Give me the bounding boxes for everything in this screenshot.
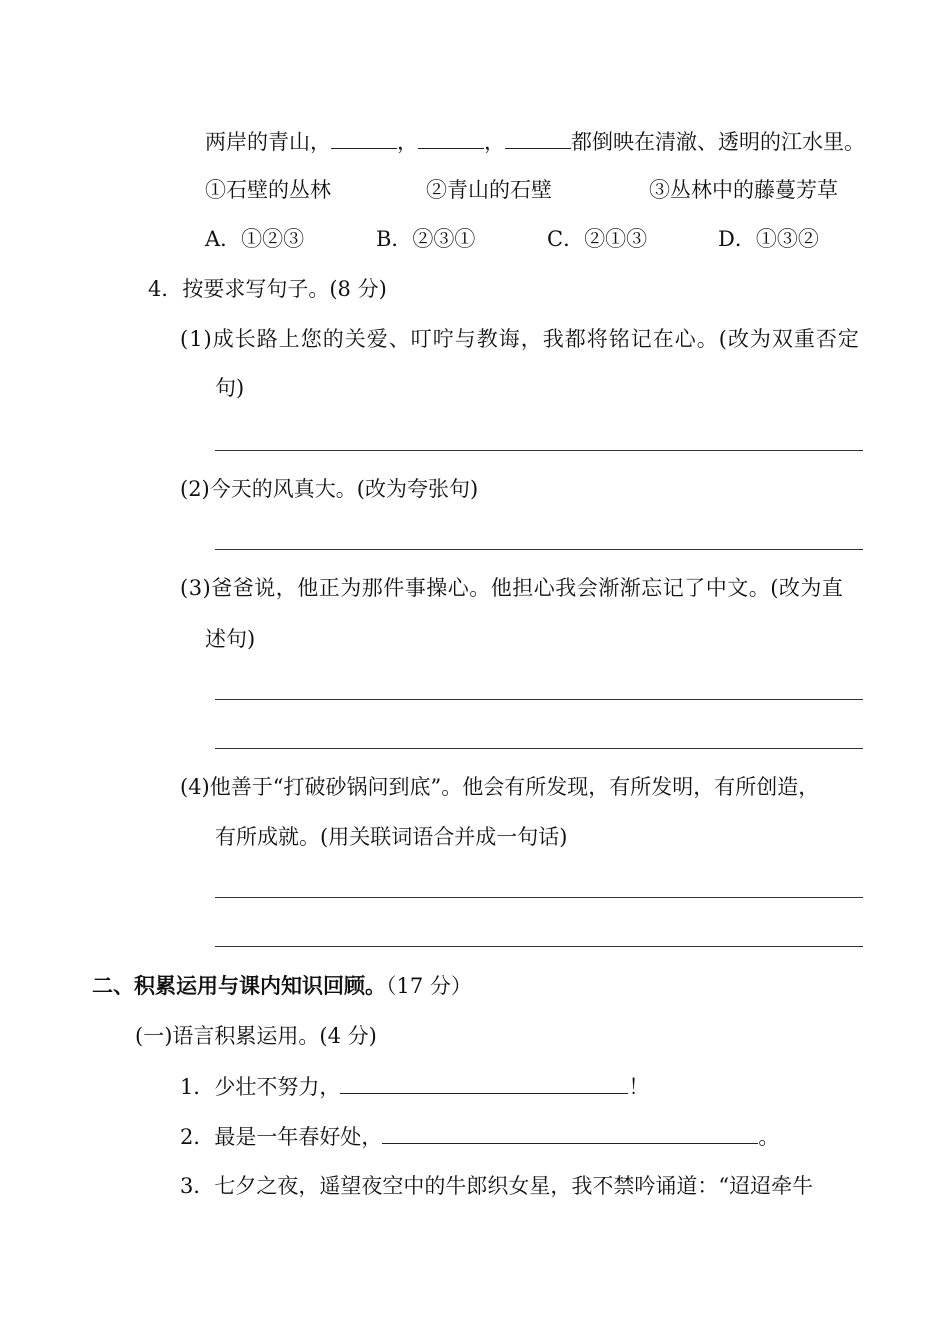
section2-q2-text: 2．最是一年春好处， — [180, 1125, 383, 1149]
q3-sentence-part1: 两岸的青山， — [205, 130, 331, 154]
q4-s3-text: (3)爸爸说，他正为那件事操心。他担心我会渐渐忘记了中文。(改为直 — [180, 576, 844, 600]
q3-sentence — [205, 126, 865, 157]
q4-s1-cont: 句) — [215, 376, 245, 400]
q4-s2-text: (2)今天的风真大。(改为夸张句) — [180, 477, 479, 501]
q3-sep-2: ， — [484, 130, 505, 154]
section2-score: （17 分） — [386, 974, 472, 998]
section2-heading — [92, 971, 472, 1001]
section2-q2-end: 。 — [758, 1125, 780, 1149]
q3-option-a[interactable]: A．①②③ — [205, 227, 305, 251]
answer-line-1[interactable] — [215, 450, 863, 451]
q3-item-3: ③丛林中的藤蔓芳草 — [649, 178, 838, 202]
section2-q2 — [180, 1121, 779, 1152]
q3-sep-1: ， — [397, 130, 418, 154]
q4-s4-cont: 有所成就。(用关联词语合并成一句话) — [215, 825, 568, 849]
blank-3[interactable] — [505, 126, 571, 149]
answer-line-3[interactable] — [215, 699, 863, 700]
section2-q3: 3．七夕之夜，遥望夜空中的牛郎织女星，我不禁吟诵道：“迢迢牵牛 — [180, 1174, 814, 1198]
q4-s1-text: (1)成长路上您的关爱、叮咛与教诲，我都将铭记在心。(改为双重否定 — [180, 327, 860, 351]
q3-sentence-part2: 都倒映在清澈、透明的江水里。 — [571, 130, 865, 154]
section2-sub1: (一)语言积累运用。(4 分) — [135, 1024, 377, 1048]
q4-s3-cont: 述句) — [205, 627, 256, 651]
q3-item-2: ②青山的石壁 — [426, 178, 552, 202]
q3-option-d[interactable]: D．①③② — [718, 227, 819, 251]
answer-line-4[interactable] — [215, 748, 863, 749]
section2-q1 — [180, 1071, 649, 1102]
blank-1[interactable] — [331, 126, 397, 149]
blank-q1[interactable] — [340, 1071, 628, 1094]
q4-s4-text: (4)他善于“打破砂锅问到底”。他会有所发现，有所发明，有所创造， — [180, 775, 820, 799]
q3-option-b[interactable]: B．②③① — [376, 227, 476, 251]
section2-q1-text: 1．少壮不努力， — [180, 1075, 341, 1099]
blank-2[interactable] — [418, 126, 484, 149]
q4-title: 4．按要求写句子。(8 分) — [148, 277, 387, 301]
answer-line-5[interactable] — [215, 897, 863, 898]
q3-option-c[interactable]: C．②①③ — [547, 227, 648, 251]
section2-q1-end: ！ — [628, 1075, 650, 1099]
answer-line-2[interactable] — [215, 549, 863, 550]
blank-q2[interactable] — [382, 1121, 758, 1144]
answer-line-6[interactable] — [215, 946, 863, 947]
section2-title: 二、积累运用与课内知识回顾。 — [92, 974, 386, 998]
q3-item-1: ①石壁的丛林 — [205, 178, 331, 202]
